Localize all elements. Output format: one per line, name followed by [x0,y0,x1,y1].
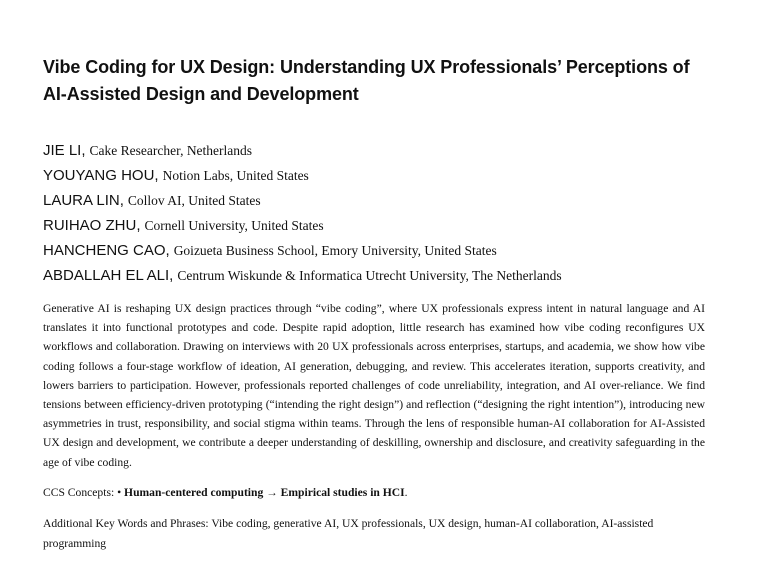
title-line-2: AI-Assisted Design and Development [43,84,359,104]
author-list [43,138,705,288]
ccs-label: CCS Concepts: • [43,486,122,500]
author-name: RUIHAO ZHU, [43,217,141,234]
title-line-1: Vibe Coding for UX Design: Understanding UX Professionals’ Perceptions of [43,57,690,77]
ccs-end: . [404,486,408,500]
author-affiliation: Goizueta Business School, Emory University, United States [173,243,497,258]
ccs-term: Human-centered computing → Empirical studies in HCI [124,486,405,500]
paper-title [43,54,705,108]
author-name: ABDALLAH EL ALI, [43,267,174,284]
author-entry [43,138,705,163]
author-name: JIE LI, [43,142,86,159]
author-entry [43,263,705,288]
keywords: Additional Key Words and Phrases: Vibe coding, generative AI, UX professionals, UX design, human-AI collaboration, AI-assisted programming [43,517,654,551]
author-entry [43,213,705,238]
ccs-concepts [43,483,705,502]
author-affiliation: Centrum Wiskunde & Informatica Utrecht University, The Netherlands [177,268,562,283]
author-name: HANCHENG CAO, [43,242,170,259]
author-affiliation: Collov AI, United States [127,193,261,208]
author-entry [43,238,705,263]
author-affiliation: Cake Researcher, Netherlands [89,143,253,158]
author-entry [43,163,705,188]
author-name: LAURA LIN, [43,192,124,209]
author-entry [43,188,705,213]
author-name: YOUYANG HOU, [43,167,159,184]
author-affiliation: Cornell University, United States [144,218,324,233]
author-affiliation: Notion Labs, United States [162,168,309,183]
paper-page [43,54,705,566]
abstract: Generative AI is reshaping UX design practices through “vibe coding”, where UX professionals express intent in natural language and AI translates it into functional prototypes and code. Despite rapid adoption, little research has examined how vibe coding reconfigures UX workflows and collaboration. Drawing on interviews with 20 UX professionals across enterprises, startups, and academia, we show how vibe coding follows a four-stage workflow of ideation, AI generation, debugging, and review. This accelerates iteration, supports creativity, and lowers barriers to participation. However, professionals reported challenges of code unreliability, integration, and AI over-reliance. We find tensions between efficiency-driven prototyping (“intending the right design”) and reflection (“designing the right intention”), introducing new asymmetries in trust, responsibility, and social stigma within teams. Through the lens of responsible human-AI collaboration for AI-Assisted UX design and development, we contribute a deeper understanding of deskilling, ownership and disclosure, and creativity safeguarding in the age of vibe coding. [43,302,705,469]
